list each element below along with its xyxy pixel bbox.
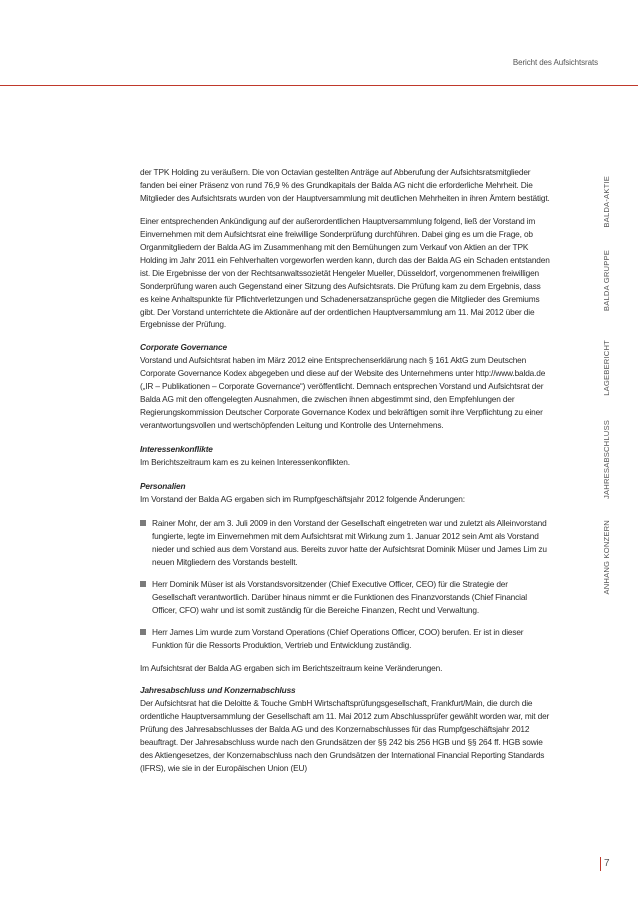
section-conflicts <box>140 443 550 469</box>
side-nav-balda-gruppe[interactable]: BALDA GRUPPE <box>602 250 611 312</box>
report-body <box>140 166 550 786</box>
section-text: Im Vorstand der Balda AG ergaben sich im Rumpfgeschäftsjahr 2012 folgende Änderungen: <box>140 493 465 504</box>
section-financial-statements <box>140 684 550 775</box>
side-nav-jahresabschluss[interactable]: JAHRESABSCHLUSS <box>602 420 611 499</box>
bullet-square-icon <box>140 581 146 587</box>
section-corporate-governance <box>140 341 550 432</box>
bullet-square-icon <box>140 629 146 635</box>
side-navigation <box>598 0 618 903</box>
paragraph-continuation: der TPK Holding zu veräußern. Die von Octavian gestellten Anträge auf Abberufung der Aufsichtsratsmitglieder fanden bei einer Präsenz von rund 76,9 % des Grundkapitals der Balda AG nicht die erforderliche Mehrheit. Die Mitglieder des Aufsichtsrats wurden von der Hauptversammlung mit deutlichen Mehrheiten in ihren Ämtern bestätigt. <box>140 167 550 203</box>
page-number: 7 <box>600 857 610 871</box>
paragraph-special-audit: Einer entsprechenden Ankündigung auf der außerordentlichen Hauptversammlung folgend, ließ der Vorstand im Einvernehmen mit dem Aufsichtsrat eine freiwillige Sonderprüfung durchführen. Dabei ging es um die Frage, ob Organmitgliedern der Balda AG im Zusammenhang mit den Bemühungen zum Verkauf von Aktien an der TPK Holding im Jahr 2011 ein Fehlverhalten vorgeworfen werden kann, durch das der Balda AG ein Schaden entstanden ist. Die Ergebnisse der von der Rechtsanwaltssozietät Hengeler Mueller, Düsseldorf, vorgenommenen freiwilligen Sonderprüfung waren auch Gegenstand einer Sitzung des Aufsichtsrats. Die Prüfung kam zu dem Ergebnis, dass es keine Anhaltspunkte für Pflichtverletzungen und Schadenersatzansprüche gegen die Mitglieder des Gremiums gibt. Der Vorstand unterrichtete die Aktionäre auf der ordentlichen Hauptversammlung am 11. Mai 2012 über die Ergebnisse der Prüfung. <box>140 215 550 330</box>
section-personnel <box>140 480 550 506</box>
side-nav-balda-aktie[interactable]: BALDA-AKTIE <box>602 176 611 228</box>
personnel-changes-list <box>140 517 550 652</box>
section-text: Vorstand und Aufsichtsrat haben im März 2012 eine Entsprechenserklärung nach § 161 AktG zum Deutschen Corporate Governance Kodex abgegeben und diese auf der Website des Unternehmens unter http://www.balda.de („IR – Publikationen – Corporate Governance“) veröffentlicht. Demnach entsprechen Vorstand und Aufsichtsrat der Balda AG mit den offengelegten Ausnahmen, die zwischen ihnen abgestimmt sind, den Empfehlungen der Regierungskommission Deutscher Corporate Governance Kodex und bekräftigen somit ihre Verpflichtung zu einer verantwortungsvollen und wertschöpfenden Leitung und Kontrolle des Unternehmens. <box>140 355 546 431</box>
side-nav-lagebericht[interactable]: LAGEBERICHT <box>602 340 611 396</box>
section-heading: Interessenkonflikte <box>140 444 213 455</box>
paragraph-supervisory-board: Im Aufsichtsrat der Balda AG ergaben sich im Berichtszeitraum keine Veränderungen. <box>140 662 443 673</box>
bullet-square-icon <box>140 520 146 526</box>
side-nav-anhang-konzern[interactable]: ANHANG KONZERN <box>602 520 611 595</box>
running-header: Bericht des Aufsichtsrats <box>512 58 598 67</box>
section-heading: Corporate Governance <box>140 342 227 353</box>
list-item <box>140 517 550 569</box>
list-item-text: Rainer Mohr, der am 3. Juli 2009 in den Vorstand der Gesellschaft eingetreten war und zuletzt als Alleinvorstand fungierte, legte im Einvernehmen mit dem Aufsichtsrat mit Wirkung zum 1. Januar 2012 sein Amt als Vorstand nieder und schied aus dem Vorstand aus. Bereits zuvor hatte der Aufsichtsrat Dominik Müser und James Lim zu neuen Mitgliedern des Vorstands bestellt. <box>152 517 547 567</box>
list-item-text: Herr Dominik Müser ist als Vorstandsvorsitzender (Chief Executive Officer, CEO) für die Strategie der Gesellschaft verantwortlich. Darüber hinaus nimmt er die Funktionen des Finanzvorstands (Chief Financial Officer, CFO) wahr und ist somit zuständig für die Bereiche Finanzen, Recht und Verwaltung. <box>152 578 527 615</box>
section-text: Der Aufsichtsrat hat die Deloitte & Touche GmbH Wirtschaftsprüfungsgesellschaft, Frankfurt/Main, die durch die ordentliche Hauptversammlung der Gesellschaft am 11. Mai 2012 zum Abschlussprüfer gewählt worden war, mit der Prüfung des Jahresabschlusses der Balda AG und des Konzernabschlusses für das Rumpfgeschäftsjahr 2012 beauftragt. Der Jahresabschluss wurde nach den Grundsätzen der §§ 242 bis 256 HGB und §§ 264 ff. HGB sowie des Aktiengesetzes, der Konzernabschluss nach den Grundsätzen der International Financial Reporting Standards (IFRS), wie sie in der Europäischen Union (EU) <box>140 698 550 774</box>
header-divider <box>0 85 638 86</box>
section-text: Im Berichtszeitraum kam es zu keinen Interessenkonflikten. <box>140 457 350 468</box>
section-heading: Personalien <box>140 481 186 492</box>
list-item <box>140 578 550 617</box>
section-heading: Jahresabschluss und Konzernabschluss <box>140 685 296 696</box>
list-item-text: Herr James Lim wurde zum Vorstand Operations (Chief Operations Officer, COO) berufen. Er ist in dieser Funktion für die Ressorts Produktion, Vertrieb und Entwicklung zuständig. <box>152 626 524 650</box>
list-item <box>140 626 550 652</box>
